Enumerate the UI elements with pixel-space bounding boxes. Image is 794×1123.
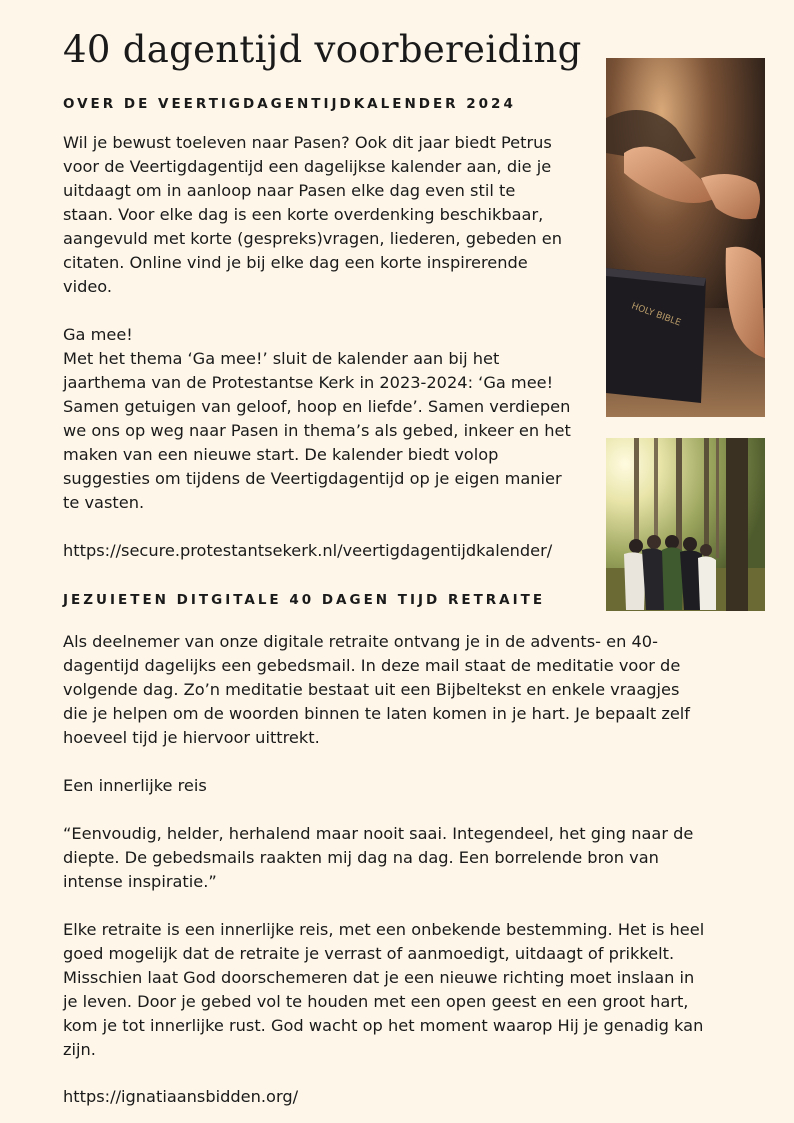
section-heading-calendar: OVER DE VEERTIGDAGENTIJDKALENDER 2024 — [63, 96, 516, 112]
text-line: diepte. De gebedsmails raakten mij dag na dag. Een borrelende bron van — [63, 848, 659, 867]
retreat-subheading: Een innerlijke reis — [63, 776, 207, 795]
text-line: jaarthema van de Protestantse Kerk in 2023-2024: ‘Ga mee! — [63, 373, 554, 392]
people-group — [624, 535, 716, 610]
text-line: Elke retraite is een innerlijke reis, met een onbekende bestemming. Het is heel — [63, 920, 705, 939]
text-line: goed mogelijk dat de retraite je verrast of aanmoedigt, uitdaagt of prikkelt. — [63, 944, 675, 963]
text-line: citaten. Online vind je bij elke dag een korte inspirerende — [63, 253, 528, 272]
text-line: Samen getuigen van geloof, hoop en liefde’. Samen verdiepen — [63, 397, 571, 416]
text-line: we ons op weg naar Pasen in thema’s als gebed, inkeer en het — [63, 421, 571, 440]
text-line: video. — [63, 277, 113, 296]
text-line: kom je tot innerlijke rust. God wacht op het moment waarop Hij je genadig kan — [63, 1016, 704, 1035]
text-line: die je helpen om de woorden binnen te laten komen in je hart. Je bepaalt zelf — [63, 704, 691, 723]
text-line: voor de Veertigdagentijd een dagelijkse kalender aan, die je — [63, 157, 552, 176]
text-line: Als deelnemer van onze digitale retraite ontvang je in de advents- en 40- — [63, 632, 658, 651]
text-line: hoeveel tijd je hiervoor uittrekt. — [63, 728, 320, 747]
text-line: suggesties om tijdens de Veertigdagentijd op je eigen manier — [63, 469, 562, 488]
testimonial-quote — [63, 822, 693, 894]
retreat-link[interactable]: https://ignatiaansbidden.org/ — [63, 1087, 299, 1106]
text-line: staan. Voor elke dag is een korte overdenking beschikbaar, — [63, 205, 544, 224]
retreat-journey-paragraph — [63, 918, 704, 1062]
text-line: maken van een nieuwe start. De kalender biedt volop — [63, 445, 499, 464]
text-line: “Eenvoudig, helder, herhalend maar nooit saai. Integendeel, het ging naar de — [63, 824, 694, 843]
text-line: Met het thema ‘Ga mee!’ sluit de kalender aan bij het — [63, 349, 500, 368]
text-line: uitdaagt om in aanloop naar Pasen elke dag even stil te — [63, 181, 516, 200]
text-line: Ga mee! — [63, 325, 133, 344]
text-line: dagentijd dagelijks een gebedsmail. In deze mail staat de meditatie voor de — [63, 656, 681, 675]
calendar-link[interactable]: https://secure.protestantsekerk.nl/veertigdagentijdkalender/ — [63, 541, 553, 560]
section-heading-retreat: JEZUIETEN DITGITALE 40 DAGEN TIJD RETRAITE — [63, 592, 546, 608]
group-prayer-forest-photo — [606, 438, 765, 611]
text-line: aangevuld met korte (gespreks)vragen, liederen, gebeden en — [63, 229, 563, 248]
text-line: zijn. — [63, 1040, 96, 1059]
calendar-theme-paragraph — [63, 323, 571, 515]
text-line: Misschien laat God doorschemeren dat je een nieuwe richting moet inslaan in — [63, 968, 695, 987]
retreat-intro-paragraph — [63, 630, 690, 750]
text-line: Wil je bewust toeleven naar Pasen? Ook dit jaar biedt Petrus — [63, 133, 552, 152]
praying-hands-bible-photo — [606, 58, 765, 417]
bible-cover-text: HOLY BIBLE — [629, 301, 683, 329]
text-line: intense inspiratie.” — [63, 872, 217, 891]
text-line: te vasten. — [63, 493, 145, 512]
page-title: 40 dagentijd voorbereiding — [63, 28, 582, 71]
text-line: volgende dag. Zo’n meditatie bestaat uit een Bijbeltekst en enkele vraagjes — [63, 680, 680, 699]
text-line: je leven. Door je gebed vol te houden met een open geest en een groot hart, — [63, 992, 689, 1011]
calendar-intro-paragraph — [63, 131, 562, 299]
